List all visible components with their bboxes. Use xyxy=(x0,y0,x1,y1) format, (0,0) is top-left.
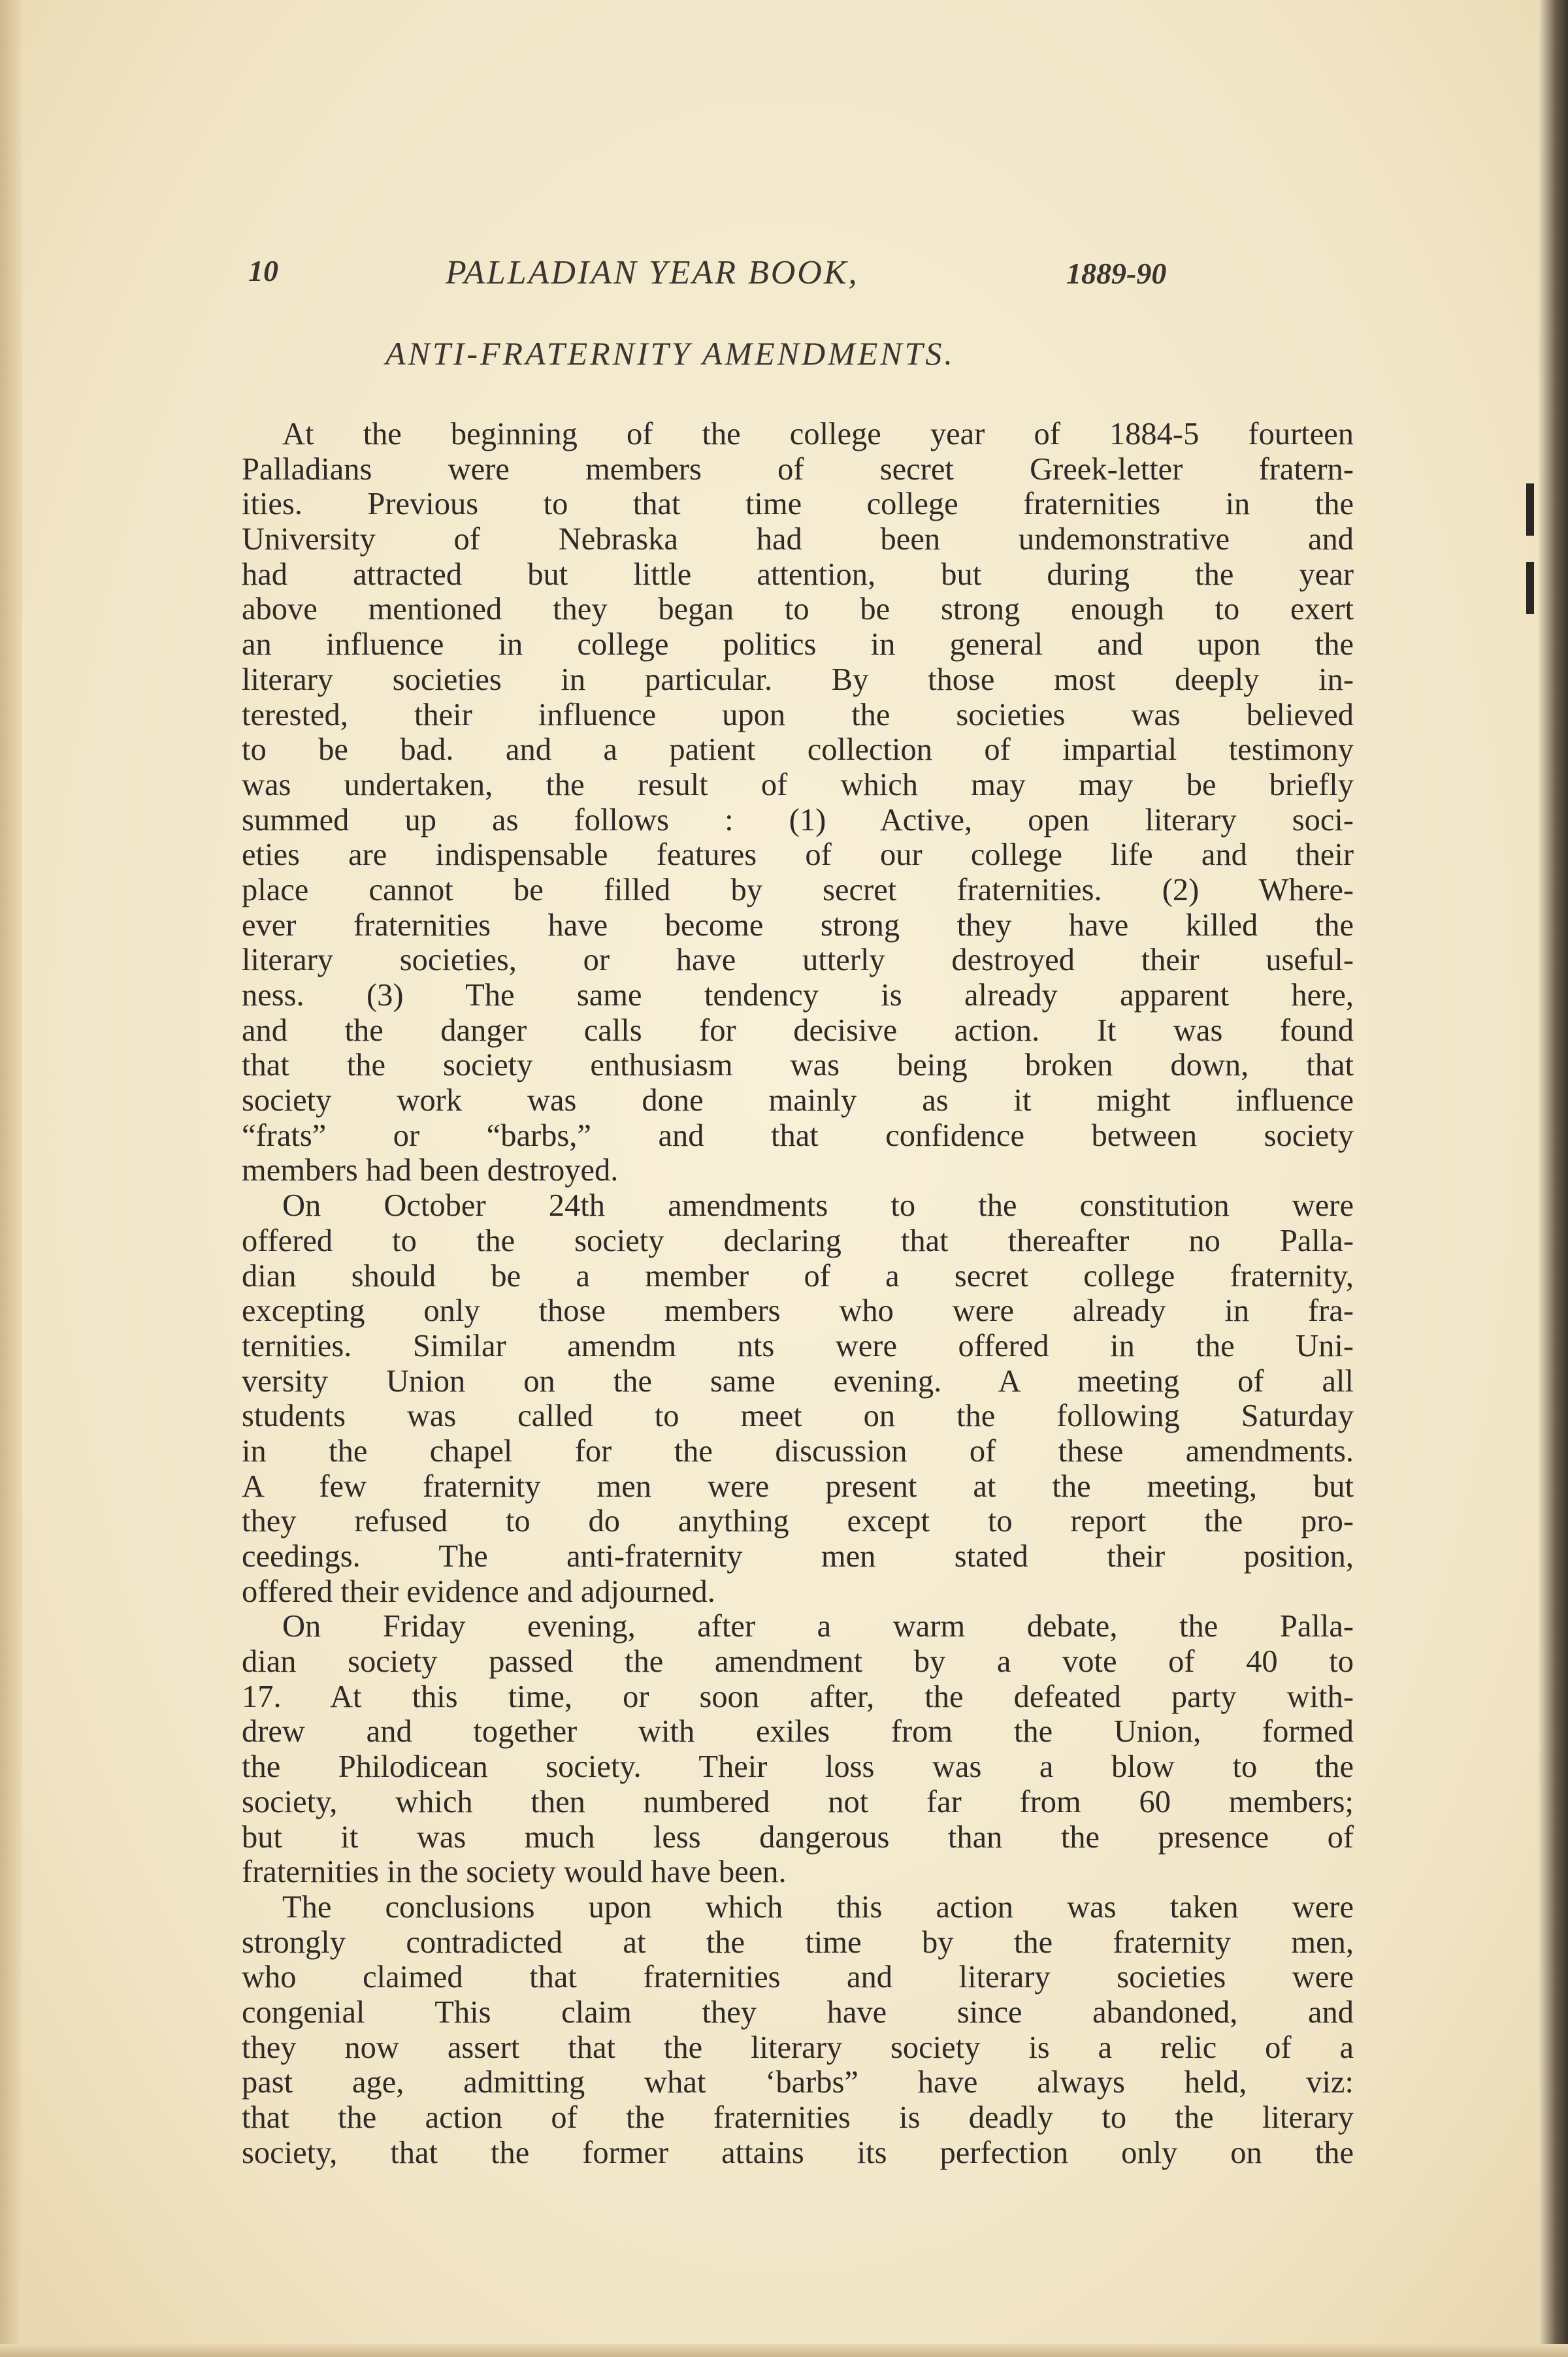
binding-mark xyxy=(1526,562,1534,614)
text-line: terested, their influence upon the societies was believed xyxy=(242,697,1354,732)
page-right-edge xyxy=(1538,0,1568,2357)
page-bottom-edge xyxy=(0,2344,1568,2357)
text-line: but it was much less dangerous than the presence of xyxy=(242,1819,1354,1855)
text-line: and the danger calls for decisive action. It was found xyxy=(242,1013,1354,1048)
text-line: fraternities in the society would have been. xyxy=(242,1855,787,1890)
text-line: the Philodicean society. Their loss was a blow to the xyxy=(242,1749,1354,1785)
text-line: offered to the society declaring that thereafter no Palla- xyxy=(242,1223,1354,1258)
text-line: summed up as follows : (1) Active, open literary soci- xyxy=(242,802,1354,837)
text-line: literary societies, or have utterly destroyed their useful- xyxy=(242,943,1354,978)
text-line: society, that the former attains its perfection only on the xyxy=(242,2135,1354,2170)
text-line: students was called to meet on the following Saturday xyxy=(242,1399,1354,1434)
text-line: past age, admitting what ‘barbs” have always held, viz: xyxy=(242,2065,1354,2100)
text-line: they now assert that the literary society is a relic of a xyxy=(242,2030,1354,2065)
running-header xyxy=(248,253,1228,299)
text-line: dian should be a member of a secret college fraternity, xyxy=(242,1258,1354,1293)
text-line: At the beginning of the college year of 1884-5 fourteen xyxy=(282,417,1354,451)
running-year: 1889-90 xyxy=(1066,257,1167,290)
text-line: above mentioned they began to be strong enough to exert xyxy=(242,592,1354,627)
binding-mark xyxy=(1526,483,1534,536)
text-line: an influence in college politics in general and upon the xyxy=(242,627,1354,662)
text-line: offered their evidence and adjourned. xyxy=(242,1574,715,1609)
page-left-edge xyxy=(0,0,22,2357)
text-line: dian society passed the amendment by a vote of 40 to xyxy=(242,1644,1354,1680)
text-line: members had been destroyed. xyxy=(242,1153,619,1188)
text-line: ness. (3) The same tendency is already apparent here, xyxy=(242,978,1354,1013)
text-line: that the society enthusiasm was being broken down, that xyxy=(242,1048,1354,1083)
text-line: had attracted but little attention, but during the year xyxy=(242,557,1354,592)
text-line: in the chapel for the discussion of these amendments. xyxy=(242,1433,1354,1469)
text-line: that the action of the fraternities is deadly to the literary xyxy=(242,2100,1354,2135)
text-line: versity Union on the same evening. A meeting of all xyxy=(242,1363,1354,1399)
text-line: On October 24th amendments to the constitution were xyxy=(282,1188,1354,1224)
text-line: A few fraternity men were present at the meeting, but xyxy=(242,1469,1354,1504)
text-line: excepting only those members who were already in fra- xyxy=(242,1293,1354,1329)
text-line: literary societies in particular. By those most deeply in- xyxy=(242,662,1354,697)
text-line: Palladians were members of secret Greek-letter fratern- xyxy=(242,451,1354,487)
text-line: The conclusions upon which this action was taken were xyxy=(282,1889,1354,1925)
text-line: who claimed that fraternities and literary societies were xyxy=(242,1960,1354,1995)
section-title: ANTI-FRATERNITY AMENDMENTS. xyxy=(385,335,955,372)
text-line: congenial This claim they have since abandoned, and xyxy=(242,1994,1354,2030)
text-line: to be bad. and a patient collection of impartial testimony xyxy=(242,732,1354,768)
text-line: ever fraternities have become strong they have killed the xyxy=(242,907,1354,943)
text-line: strongly contradicted at the time by the fraternity men, xyxy=(242,1925,1354,1960)
text-line: place cannot be filled by secret fraternities. (2) Where- xyxy=(242,872,1354,907)
text-line: ceedings. The anti-fraternity men stated their position, xyxy=(242,1539,1354,1574)
text-line: society work was done mainly as it might influence xyxy=(242,1083,1354,1118)
page-number: 10 xyxy=(248,254,278,287)
text-line: eties are indispensable features of our college life and their xyxy=(242,837,1354,873)
text-line: society, which then numbered not far from 60 members; xyxy=(242,1784,1354,1819)
text-line: 17. At this time, or soon after, the defeated party with- xyxy=(242,1679,1354,1714)
text-line: “frats” or “barbs,” and that confidence between society xyxy=(242,1118,1354,1153)
text-line: they refused to do anything except to report the pro- xyxy=(242,1504,1354,1539)
text-line: On Friday evening, after a warm debate, the Palla- xyxy=(282,1609,1354,1644)
text-line: University of Nebraska had been undemonstrative and xyxy=(242,522,1354,557)
text-line: drew and together with exiles from the Union, formed xyxy=(242,1714,1354,1749)
text-line: ities. Previous to that time college fraternities in the xyxy=(242,487,1354,522)
running-title: PALLADIAN YEAR BOOK, xyxy=(446,254,859,291)
text-line: was undertaken, the result of which may may be briefly xyxy=(242,767,1354,802)
body-text xyxy=(242,417,1354,2170)
text-line: ternities. Similar amendm nts were offered in the Uni- xyxy=(242,1328,1354,1363)
